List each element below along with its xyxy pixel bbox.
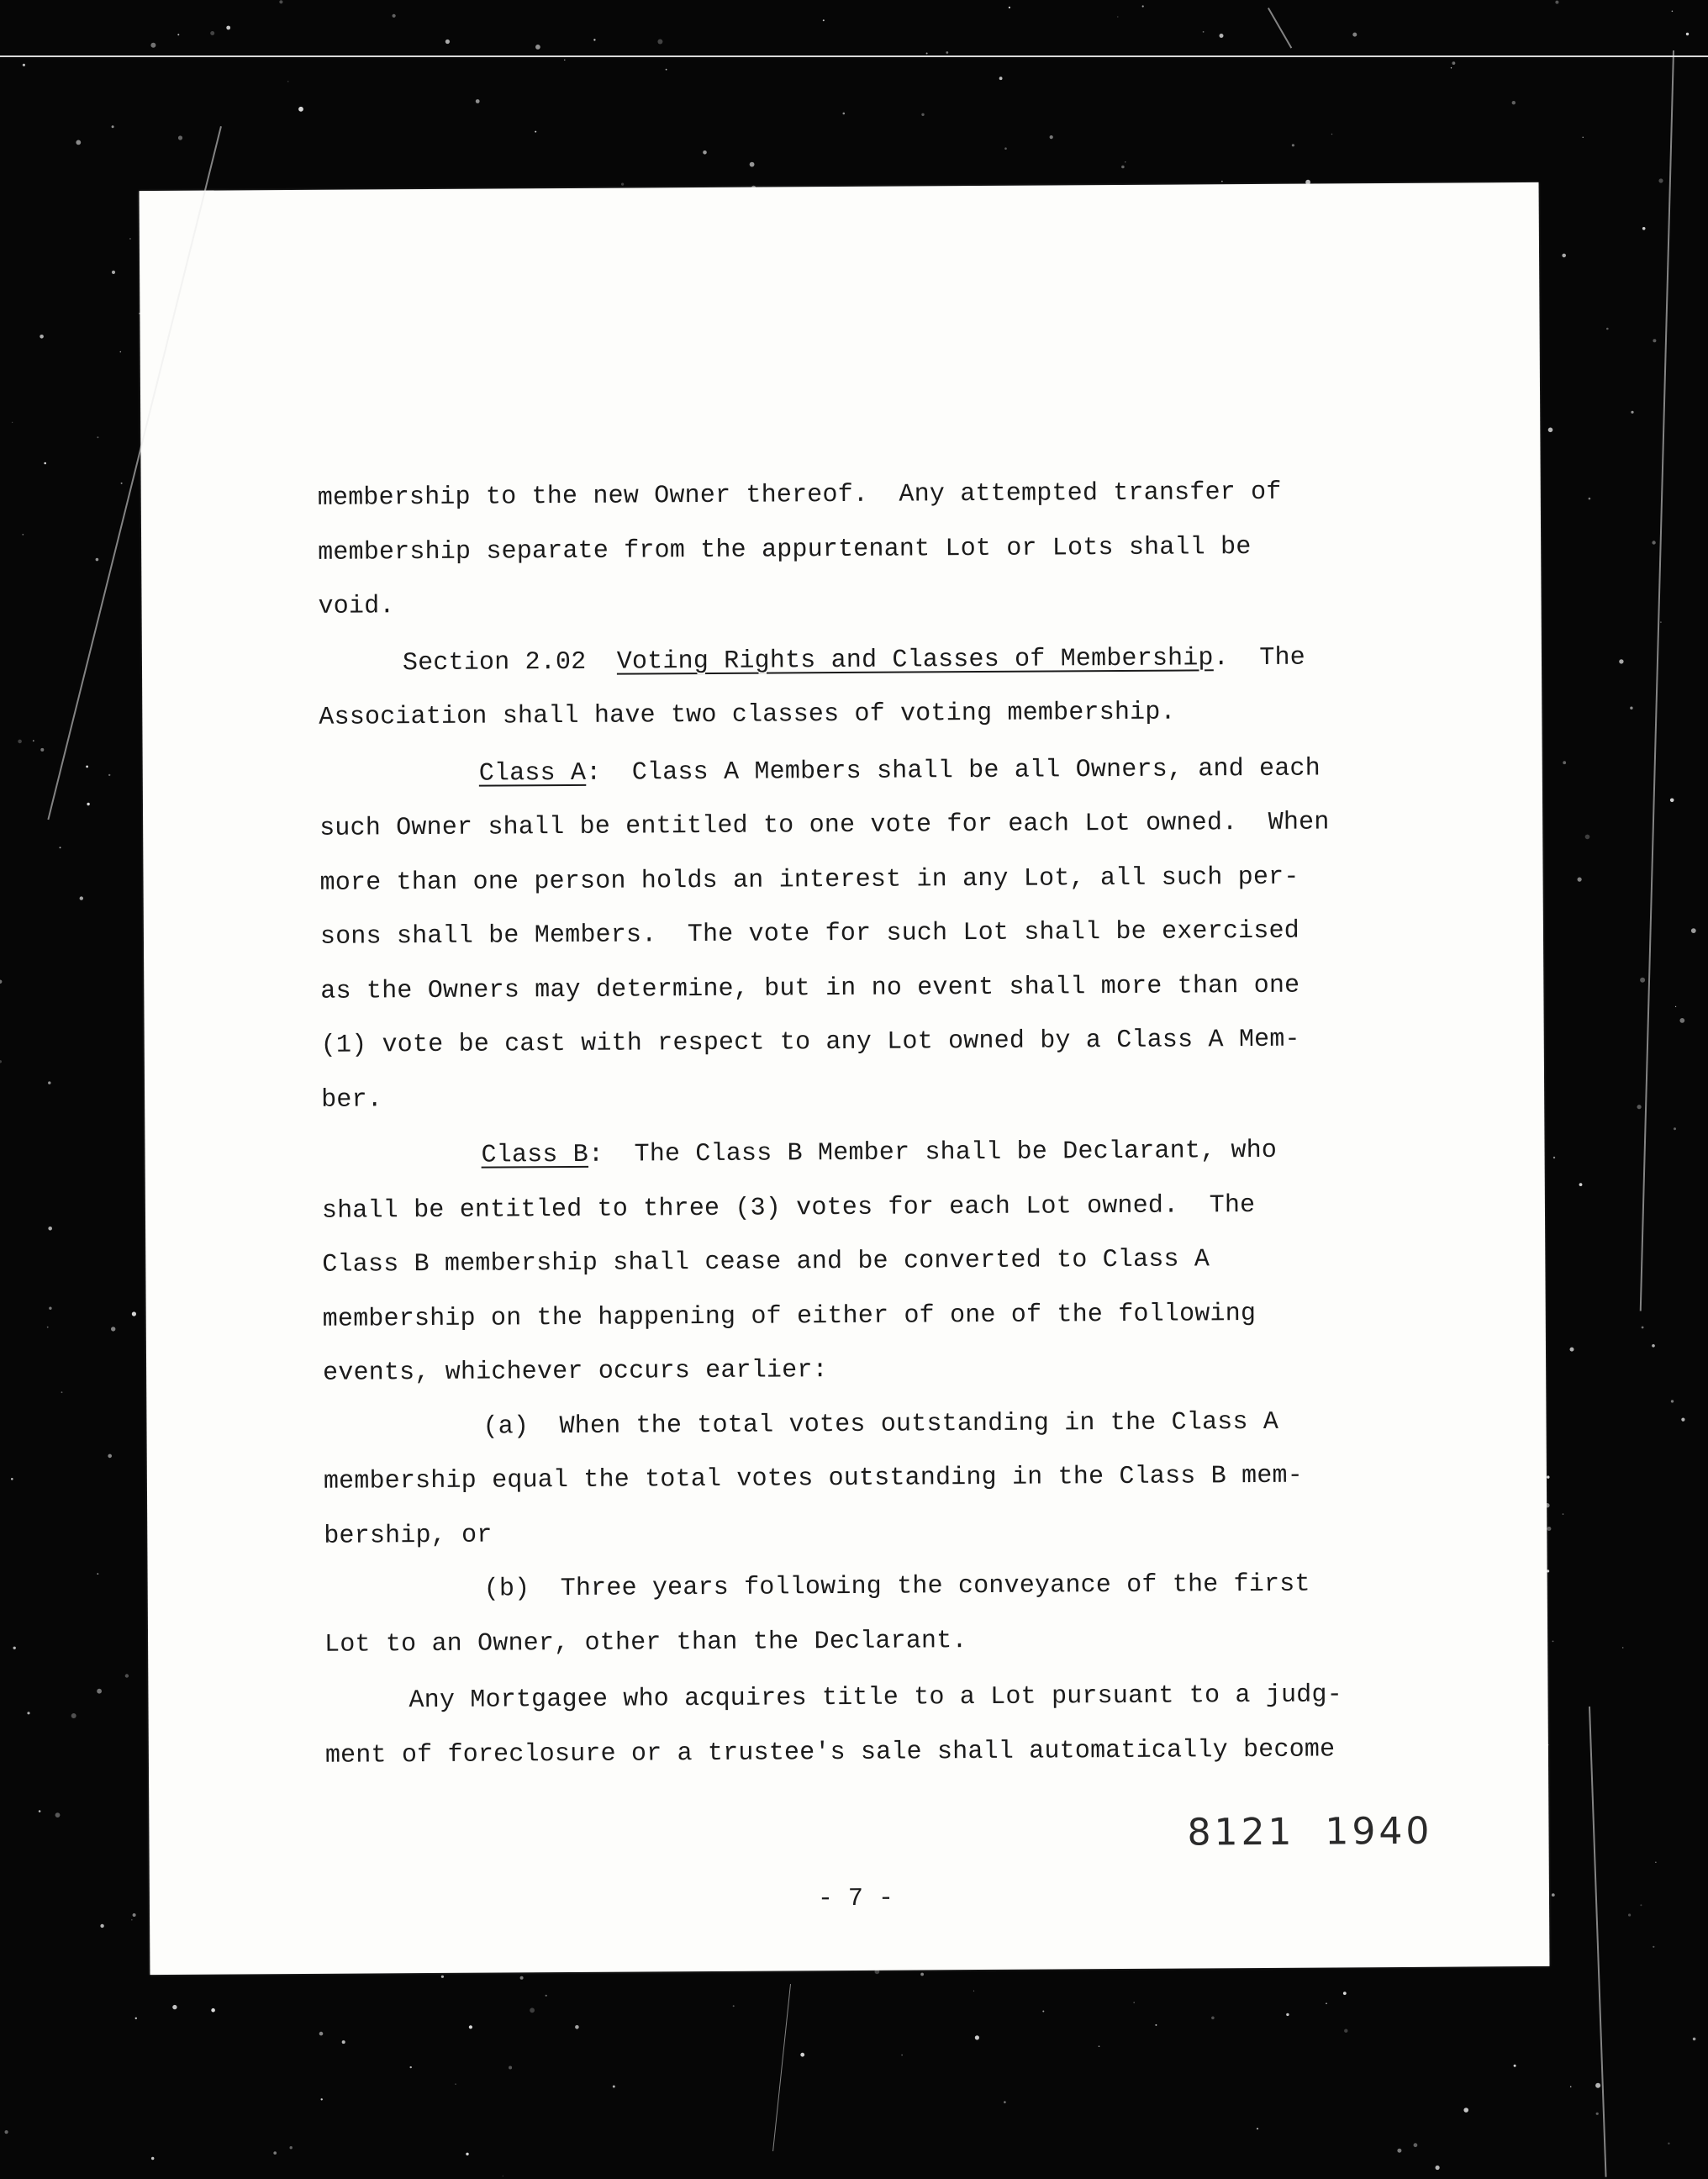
dust-speck (44, 462, 46, 465)
dust-speck (319, 2032, 324, 2036)
dust-speck (666, 69, 667, 71)
dust-speck (455, 2084, 456, 2085)
dust-speck (80, 896, 83, 900)
dust-speck (342, 2040, 345, 2044)
dust-speck (279, 0, 282, 3)
dust-speck (530, 2008, 535, 2013)
dust-speck (1397, 2149, 1401, 2153)
dust-speck (1343, 1992, 1347, 1995)
text-line: bership, or (324, 1521, 493, 1551)
dust-speck (120, 351, 122, 353)
text-line: (1) vote be cast with respect to any Lot owned by a Class A Mem- (320, 1025, 1300, 1060)
dust-speck (298, 107, 303, 112)
dust-speck (1658, 178, 1663, 182)
dust-speck (1606, 328, 1609, 330)
dust-speck (1257, 2128, 1258, 2129)
dust-speck (1655, 1862, 1656, 1863)
dust-speck (97, 1689, 102, 1694)
dust-speck (1552, 1893, 1555, 1897)
dust-speck (1050, 135, 1053, 139)
dust-speck (1009, 7, 1010, 8)
dust-speck (33, 740, 34, 741)
text-line: membership equal the total votes outstanding in the Class B mem- (323, 1461, 1304, 1496)
dust-speck (469, 2025, 472, 2029)
dust-speck (1619, 659, 1623, 663)
dust-speck (1653, 339, 1656, 342)
dust-speck (40, 335, 44, 339)
dust-speck (1155, 2024, 1157, 2026)
dust-speck (613, 2086, 615, 2088)
dust-speck (1331, 134, 1332, 135)
dust-speck (973, 1991, 974, 1992)
dust-speck (1512, 101, 1516, 104)
dust-speck (1121, 166, 1125, 169)
text-line: events, whichever occurs earlier: (323, 1356, 828, 1388)
dust-speck (703, 150, 707, 155)
dust-speck (1117, 16, 1118, 17)
dust-speck (97, 1573, 98, 1575)
dust-speck (71, 1713, 76, 1718)
dust-speck (131, 1919, 133, 1921)
dust-speck (273, 2151, 277, 2155)
dust-speck (1004, 147, 1007, 150)
document-body (318, 465, 1444, 1783)
dust-speck (1562, 254, 1566, 258)
dust-speck (1099, 2045, 1100, 2047)
page-number: - 7 - (817, 1884, 894, 1914)
dust-speck (55, 1812, 61, 1818)
dust-speck (1436, 2166, 1440, 2170)
dust-speck (0, 1060, 2, 1063)
dust-speck (48, 1227, 52, 1231)
dust-speck (1585, 835, 1590, 840)
dust-speck (1292, 144, 1294, 146)
section-number: Section 2.02 (402, 647, 617, 678)
dust-speck (1555, 1, 1558, 4)
dust-speck (1570, 1348, 1574, 1352)
dust-speck (97, 436, 98, 438)
dust-speck (1674, 1127, 1676, 1130)
dust-speck (1630, 707, 1632, 710)
dust-speck (1547, 1527, 1551, 1531)
dust-speck (1133, 2002, 1135, 2003)
dust-speck (800, 2053, 804, 2057)
dust-speck (1547, 1475, 1549, 1478)
dust-speck (1579, 1183, 1583, 1186)
dust-speck (1672, 11, 1674, 13)
dust-speck (1552, 1641, 1554, 1643)
section-heading: Voting Rights and Classes of Membership (616, 643, 1214, 677)
text-line: as the Owners may determine, but in no event shall more than one (320, 971, 1300, 1006)
text-line: membership on the happening of either of one of the following (322, 1299, 1257, 1334)
dust-speck (410, 2066, 412, 2068)
dust-speck (1642, 1327, 1644, 1329)
dust-speck (1042, 2011, 1044, 2013)
dust-speck (1344, 2029, 1347, 2033)
dust-speck (0, 980, 2, 984)
dust-speck (86, 766, 88, 768)
text-line: sons shall be Members. The vote for such Lot shall be exercised (319, 916, 1300, 952)
dust-speck (150, 43, 156, 48)
dust-speck (946, 51, 948, 54)
dust-speck (1583, 137, 1584, 138)
dust-speck (466, 2153, 468, 2155)
dust-speck (1286, 2013, 1289, 2016)
dust-speck (18, 740, 22, 744)
section-2-02-line (319, 630, 1437, 691)
dust-speck (509, 2066, 512, 2070)
dust-speck (1203, 31, 1205, 33)
dust-speck (287, 81, 289, 82)
dust-speck (112, 125, 114, 128)
dust-speck (23, 64, 25, 66)
dust-speck (40, 748, 44, 752)
dust-speck (926, 53, 928, 55)
class-a-heading: Class A (478, 758, 587, 789)
item-b-line: (b) Three years following the conveyance of the first (483, 1570, 1310, 1604)
dust-speck (211, 2008, 215, 2013)
dust-speck (1414, 2143, 1418, 2147)
dust-speck (1631, 411, 1633, 414)
dust-speck (1628, 1913, 1631, 1916)
dust-speck (657, 40, 662, 45)
dust-speck (1595, 2083, 1600, 2088)
dust-speck (1642, 227, 1646, 230)
text-line: ment of foreclosure or a trustee's sale shall automatically become (324, 1734, 1336, 1770)
dust-speck (1570, 2086, 1572, 2087)
mortgagee-line: Any Mortgagee who acquires title to a Lot pursuant to a judg- (409, 1680, 1342, 1716)
dust-speck (546, 1995, 547, 1997)
text-line: more than one person holds an interest in any Lot, all such per- (319, 863, 1299, 898)
dust-speck (39, 1810, 41, 1812)
dust-speck (22, 534, 24, 536)
dust-speck (1675, 1006, 1676, 1007)
dust-speck (1653, 1946, 1654, 1948)
dust-speck (5, 2130, 8, 2134)
dust-speck (49, 1307, 51, 1310)
dust-speck (441, 1976, 444, 1978)
dust-speck (843, 113, 846, 115)
dust-speck (60, 847, 61, 848)
dust-speck (593, 39, 595, 40)
dust-speck (1220, 34, 1224, 38)
dust-speck (621, 183, 624, 186)
dust-speck (999, 77, 1003, 80)
text-fragment: . The (1213, 643, 1306, 673)
dust-speck (1451, 67, 1452, 68)
dust-speck (1622, 1647, 1624, 1649)
dust-speck (87, 803, 89, 805)
dust-speck (48, 1081, 50, 1084)
text-line: shall be entitled to three (3) votes for each Lot owned. The (321, 1190, 1256, 1226)
dust-speck (226, 26, 230, 30)
text-line: Lot to an Owner, other than the Declarant. (324, 1626, 967, 1659)
dust-speck (178, 135, 182, 140)
dust-speck (1452, 61, 1456, 65)
document-sheet (140, 182, 1550, 1975)
dust-speck (27, 1712, 29, 1714)
dust-speck (47, 1327, 49, 1328)
dust-speck (1142, 5, 1144, 7)
dust-speck (76, 140, 81, 145)
dust-speck (177, 34, 179, 35)
dust-speck (750, 162, 755, 167)
item-a-line: (a) When the total votes outstanding in the Class A (482, 1407, 1279, 1442)
class-a-line (319, 741, 1437, 802)
dust-speck (1686, 33, 1689, 35)
dust-speck (1652, 541, 1655, 544)
dust-speck (1652, 1344, 1655, 1348)
dust-speck (108, 774, 110, 776)
dust-speck (151, 2157, 154, 2160)
dust-speck (96, 558, 99, 562)
dust-speck (1660, 621, 1662, 623)
dust-speck (1589, 498, 1591, 500)
class-b-heading: Class B (481, 1140, 589, 1170)
dust-speck (564, 60, 565, 61)
dust-speck (135, 2018, 137, 2019)
text-line: membership to the new Owner thereof. Any attempted transfer of (317, 477, 1282, 513)
dust-speck (108, 1454, 112, 1459)
dust-speck (975, 2035, 979, 2039)
dust-speck (1221, 181, 1222, 182)
dust-speck (1640, 978, 1645, 983)
class-b-line (321, 1123, 1439, 1184)
text-line: Class B membership shall cease and be converted to Class A (322, 1245, 1210, 1279)
dust-speck (733, 2005, 735, 2007)
dust-speck (1596, 2113, 1599, 2115)
dust-speck (901, 2055, 903, 2056)
dust-speck (1668, 2143, 1669, 2145)
dust-speck (1670, 799, 1674, 803)
film-edge-line (0, 55, 1708, 57)
dust-speck (520, 1976, 524, 1980)
dust-speck (1463, 2108, 1468, 2113)
dust-speck (1548, 428, 1553, 433)
dust-speck (61, 1391, 63, 1393)
dust-speck (575, 2025, 579, 2029)
dust-speck (1693, 2038, 1696, 2041)
dust-speck (921, 113, 924, 116)
dust-speck (1679, 1018, 1684, 1023)
dust-speck (11, 1478, 13, 1480)
dust-speck (111, 1327, 115, 1331)
dust-speck (290, 2146, 293, 2149)
dust-speck (112, 271, 115, 274)
dust-speck (823, 19, 825, 21)
dust-speck (210, 31, 214, 35)
dust-speck (1640, 1904, 1642, 1906)
text-line: void. (318, 592, 395, 621)
dust-speck (445, 40, 450, 44)
dust-speck (1553, 1157, 1555, 1158)
text-line: ber. (321, 1084, 383, 1115)
dust-speck (321, 2098, 323, 2100)
dust-speck (100, 1924, 103, 1928)
dust-speck (172, 2005, 177, 2009)
text-fragment: : The Class B Member shall be Declarant, who (588, 1136, 1278, 1169)
dust-speck (121, 483, 123, 484)
dust-speck (125, 1674, 129, 1677)
text-line: Association shall have two classes of voting membership. (319, 698, 1176, 732)
dust-speck (476, 99, 480, 103)
dust-speck (393, 14, 396, 18)
text-line: such Owner shall be entitled to one vote for each Lot owned. When (319, 808, 1330, 843)
dust-speck (1004, 2101, 1006, 2103)
text-line: membership separate from the appurtenant Lot or Lots shall be (318, 532, 1252, 567)
dust-speck (535, 131, 536, 133)
dust-speck (132, 1311, 136, 1316)
dust-speck (133, 1913, 136, 1917)
dust-speck (920, 1973, 924, 1976)
dust-speck (1326, 2002, 1327, 2004)
dust-speck (535, 45, 540, 50)
dust-speck (1637, 1105, 1642, 1109)
dust-speck (129, 238, 131, 240)
dust-speck (1578, 878, 1582, 882)
dust-speck (1671, 1400, 1674, 1402)
dust-speck (1211, 2017, 1215, 2020)
dust-speck (13, 1647, 16, 1649)
dust-speck (1514, 2065, 1516, 2067)
dust-speck (1681, 1418, 1684, 1422)
dust-speck (1563, 761, 1566, 764)
dust-speck (1691, 928, 1696, 933)
text-fragment: : Class A Members shall be all Owners, and each (586, 754, 1321, 788)
dust-speck (12, 422, 13, 423)
recording-number-stamp: 8121 1940 (1187, 1809, 1433, 1855)
dust-speck (1352, 33, 1357, 37)
